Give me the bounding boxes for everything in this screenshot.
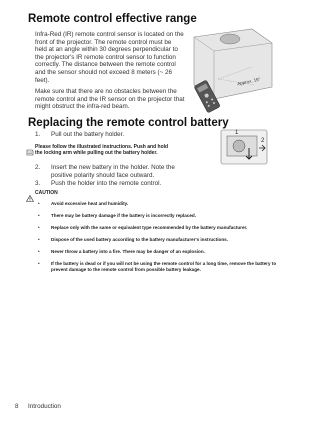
bullet-icon: • bbox=[38, 237, 40, 242]
note-icon bbox=[26, 143, 34, 150]
angle-label: Approx. 15° bbox=[236, 76, 261, 87]
bullet-icon: • bbox=[38, 249, 40, 254]
caution-item: • If the battery is dead or if you will not be using the remote control for a long time, remove the battery to prevent damage to the remote control from possible battery leakage. bbox=[38, 261, 277, 272]
step-3 bbox=[35, 180, 185, 188]
step-2-text: Insert the new battery in the holder. Note the positive polarity should face outward. bbox=[51, 164, 175, 179]
caution-item: • Replace only with the same or equivalent type recommended by the battery manufacturer. bbox=[38, 225, 248, 230]
svg-text:1: 1 bbox=[235, 130, 239, 136]
battery-figure bbox=[215, 126, 273, 166]
section-title-battery: Replacing the remote control battery bbox=[28, 117, 229, 129]
bullet-icon: • bbox=[38, 225, 40, 230]
range-paragraph: Infra-Red (IR) remote control sensor is located on the front of the projector. The remote control must be held at an angle within 30 degrees perpendicular to the projector's IR remote control sensor to function correctly. The distance between the remote control and the sensor should not exceed 8 meters (~ 26 feet). bbox=[35, 31, 184, 84]
step-1-text: Pull out the battery holder. bbox=[51, 131, 125, 138]
step-1 bbox=[35, 131, 185, 139]
caution-icon bbox=[26, 189, 34, 196]
bullet-icon: • bbox=[38, 261, 40, 266]
caution-item: • Never throw a battery into a fire. There may be danger of an explosion. bbox=[38, 249, 205, 254]
caution-list bbox=[35, 201, 280, 279]
battery-holder-illustration bbox=[215, 126, 273, 166]
step-2-number: 2. bbox=[35, 164, 41, 171]
section-title-range: Remote control effective range bbox=[28, 13, 197, 25]
caution-item: • Dispose of the used battery according to the battery manufacturer's instructions. bbox=[38, 237, 228, 242]
remote-range-figure bbox=[192, 27, 274, 114]
obstacle-paragraph: Make sure that there are no obstacles between the remote control and the IR sensor on the projector that might obstruct the infra-red beam. bbox=[35, 88, 185, 111]
projector-remote-illustration bbox=[192, 27, 274, 114]
svg-text:2: 2 bbox=[261, 138, 265, 144]
caution-label: CAUTION bbox=[35, 190, 58, 196]
bullet-icon: • bbox=[38, 201, 40, 206]
step-2 bbox=[35, 164, 185, 179]
step-3-text: Push the holder into the remote control. bbox=[51, 180, 162, 187]
bullet-icon: • bbox=[38, 213, 40, 218]
note-text: Please follow the illustrated instructions. Push and hold the locking arm while pulling out the battery holder. bbox=[35, 144, 169, 156]
caution-item: • Avoid excessive heat and humidity. bbox=[38, 201, 129, 206]
page-number: 8 bbox=[15, 403, 19, 410]
caution-item: • There may be battery damage if the battery is incorrectly replaced. bbox=[38, 213, 197, 218]
footer-section-name: Introduction bbox=[28, 403, 61, 410]
step-3-number: 3. bbox=[35, 180, 41, 187]
step-1-number: 1. bbox=[35, 131, 41, 138]
